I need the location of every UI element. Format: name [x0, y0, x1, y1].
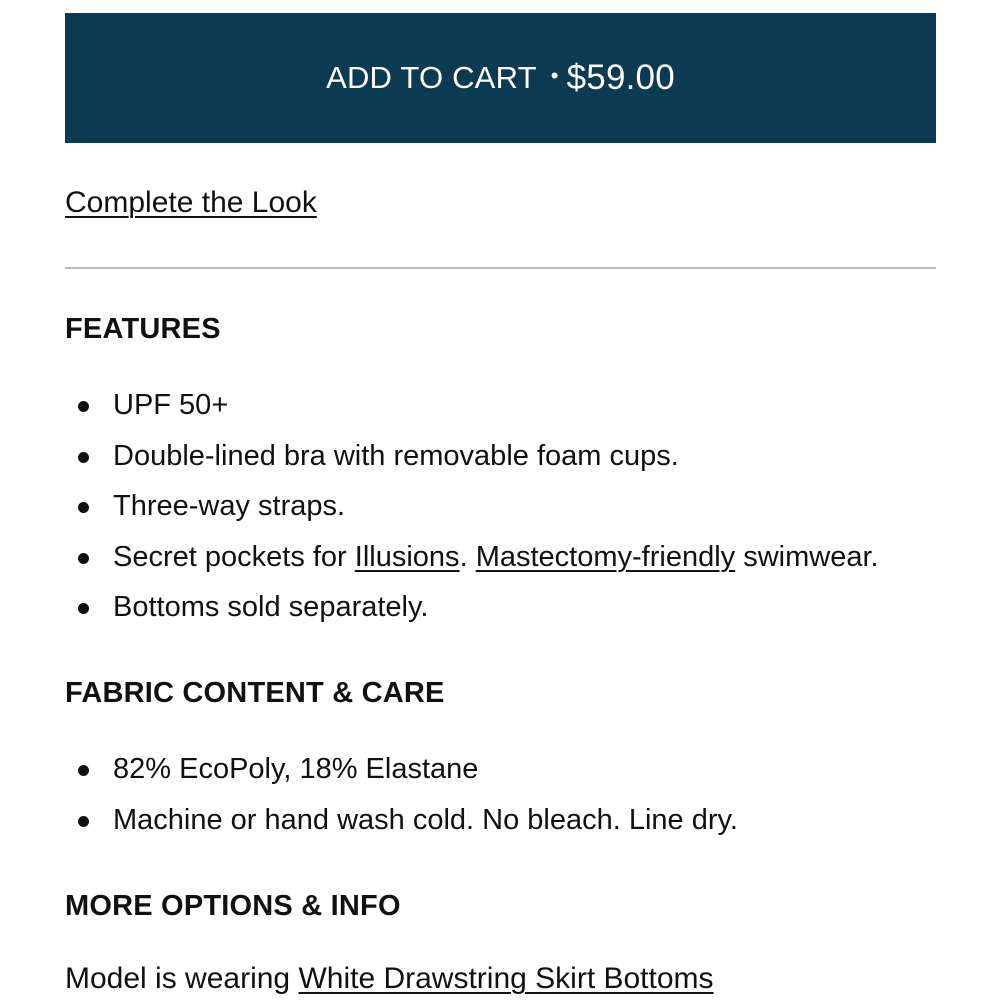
- fabric-care-list: [65, 754, 965, 855]
- illusions-link[interactable]: Illusions: [354, 540, 460, 573]
- features-heading: FEATURES: [65, 313, 221, 345]
- price-separator: •: [550, 63, 559, 88]
- pockets-prefix: Secret pockets for: [113, 540, 355, 573]
- complete-the-look-link[interactable]: Complete the Look: [65, 186, 317, 219]
- model-wearing-line: [65, 962, 714, 996]
- mastectomy-friendly-link[interactable]: Mastectomy-friendly: [475, 540, 736, 573]
- section-divider: [65, 267, 936, 269]
- pockets-mid: .: [459, 540, 476, 573]
- add-to-cart-button[interactable]: [65, 13, 936, 143]
- add-to-cart-label: ADD TO CART: [326, 60, 537, 95]
- list-item: Double-lined bra with removable foam cups.: [65, 441, 965, 492]
- list-item: Machine or hand wash cold. No bleach. Line dry.: [65, 805, 965, 856]
- list-item-pockets: [65, 542, 965, 593]
- skirt-bottoms-link[interactable]: White Drawstring Skirt Bottoms: [298, 962, 714, 995]
- cart-price: $59.00: [566, 58, 675, 97]
- list-item: UPF 50+: [65, 390, 965, 441]
- list-item: Bottoms sold separately.: [65, 592, 965, 643]
- more-options-heading: MORE OPTIONS & INFO: [65, 890, 401, 922]
- list-item: 82% EcoPoly, 18% Elastane: [65, 754, 965, 805]
- model-prefix: Model is wearing: [65, 962, 299, 995]
- features-list: [65, 390, 965, 643]
- fabric-care-heading: FABRIC CONTENT & CARE: [65, 677, 445, 709]
- list-item: Three-way straps.: [65, 491, 965, 542]
- pockets-suffix: swimwear.: [735, 540, 879, 573]
